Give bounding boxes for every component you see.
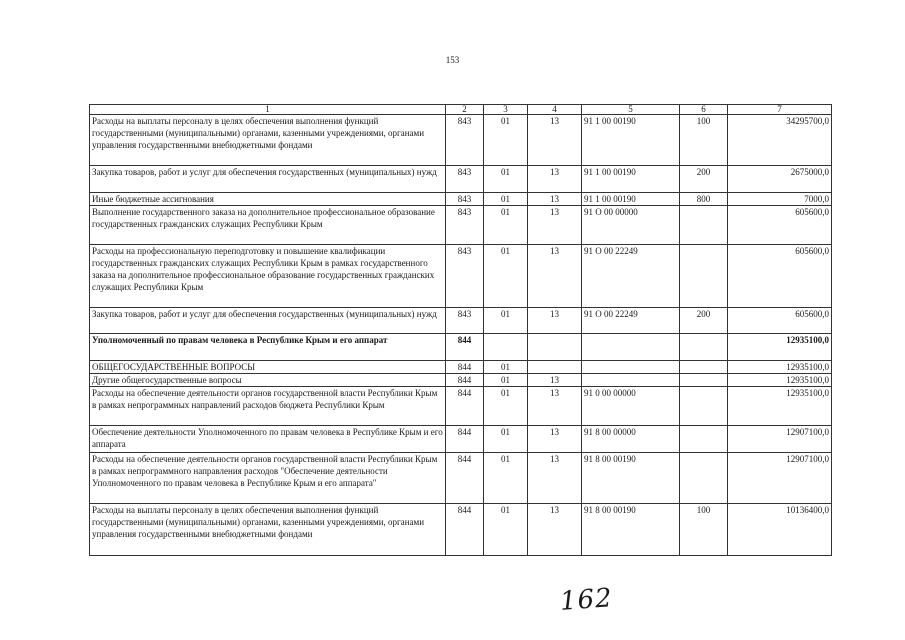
table-row	[90, 453, 832, 504]
row-expense-type-cell: 200	[680, 308, 728, 334]
row-target-article-cell	[582, 361, 680, 374]
row-name-cell: Закупка товаров, работ и услуг для обеспечения государственных (муниципальных) нужд	[90, 308, 446, 334]
row-sum-cell: 605600,0	[728, 308, 832, 334]
row-code-cell: 844	[446, 374, 484, 387]
row-section-cell: 01	[484, 374, 528, 387]
row-name-cell: Выполнение государственного заказа на дополнительное профессиональное образование государственных гражданских служащих Республики Крым	[90, 206, 446, 245]
row-target-article-cell: 91 1 00 00190	[582, 166, 680, 193]
row-code-cell: 844	[446, 426, 484, 453]
row-expense-type-cell	[680, 387, 728, 426]
table-row	[90, 245, 832, 308]
row-section-cell: 01	[484, 308, 528, 334]
row-target-article-cell: 91 1 00 00190	[582, 115, 680, 166]
row-target-article-cell: 91 О 00 00000	[582, 206, 680, 245]
row-code-cell: 843	[446, 308, 484, 334]
row-section-cell: 01	[484, 166, 528, 193]
row-name-cell: Другие общегосударственные вопросы	[90, 374, 446, 387]
row-section-cell: 01	[484, 426, 528, 453]
row-section-cell: 01	[484, 387, 528, 426]
row-expense-type-cell	[680, 361, 728, 374]
row-name-cell: Уполномоченный по правам человека в Республике Крым и его аппарат	[90, 334, 446, 361]
row-target-article-cell: 91 О 00 22249	[582, 245, 680, 308]
row-subsection-cell: 13	[528, 308, 582, 334]
table-row	[90, 115, 832, 166]
row-code-cell: 844	[446, 361, 484, 374]
row-code-cell: 843	[446, 206, 484, 245]
row-target-article-cell: 91 0 00 00000	[582, 387, 680, 426]
column-header: 7	[728, 105, 832, 115]
page-number: 153	[445, 55, 460, 65]
row-section-cell: 01	[484, 361, 528, 374]
row-sum-cell: 12935100,0	[728, 361, 832, 374]
row-target-article-cell	[582, 374, 680, 387]
row-section-cell: 01	[484, 245, 528, 308]
column-header: 4	[528, 105, 582, 115]
row-name-cell: Расходы на выплаты персоналу в целях обеспечения выполнения функций государственными (муниципальными) органами, казенными учреждениями, органами управления государственными внебюджетными фондами	[90, 504, 446, 556]
row-name-cell: Расходы на обеспечение деятельности органов государственной власти Республики Крым в рамках непрограммных направлений расходов бюджета Республики Крым	[90, 387, 446, 426]
row-code-cell: 844	[446, 453, 484, 504]
row-name-cell: Иные бюджетные ассигнования	[90, 193, 446, 206]
row-code-cell: 843	[446, 166, 484, 193]
row-target-article-cell: 91 8 00 00000	[582, 426, 680, 453]
row-sum-cell: 12935100,0	[728, 387, 832, 426]
table-row	[90, 308, 832, 334]
table-row	[90, 334, 832, 361]
budget-table	[89, 104, 832, 556]
row-sum-cell: 12935100,0	[728, 374, 832, 387]
row-expense-type-cell: 100	[680, 504, 728, 556]
handwritten-page-mark: 162	[559, 583, 614, 617]
row-code-cell: 843	[446, 115, 484, 166]
table-header-row	[90, 105, 832, 115]
row-section-cell: 01	[484, 504, 528, 556]
row-section-cell: 01	[484, 453, 528, 504]
table-row	[90, 166, 832, 193]
table-row	[90, 206, 832, 245]
row-code-cell: 843	[446, 245, 484, 308]
row-name-cell: Закупка товаров, работ и услуг для обеспечения государственных (муниципальных) нужд	[90, 166, 446, 193]
row-target-article-cell	[582, 334, 680, 361]
column-header: 2	[446, 105, 484, 115]
row-target-article-cell: 91 8 00 00190	[582, 504, 680, 556]
row-sum-cell: 12907100,0	[728, 426, 832, 453]
row-sum-cell: 10136400,0	[728, 504, 832, 556]
column-header: 5	[582, 105, 680, 115]
row-target-article-cell: 91 О 00 22249	[582, 308, 680, 334]
row-subsection-cell	[528, 334, 582, 361]
row-sum-cell: 605600,0	[728, 245, 832, 308]
row-expense-type-cell	[680, 206, 728, 245]
table-row	[90, 387, 832, 426]
row-sum-cell: 2675000,0	[728, 166, 832, 193]
row-expense-type-cell: 800	[680, 193, 728, 206]
table-row	[90, 426, 832, 453]
row-sum-cell: 12907100,0	[728, 453, 832, 504]
row-code-cell: 844	[446, 334, 484, 361]
row-code-cell: 843	[446, 193, 484, 206]
row-section-cell	[484, 334, 528, 361]
row-code-cell: 844	[446, 504, 484, 556]
row-sum-cell: 605600,0	[728, 206, 832, 245]
table-row	[90, 374, 832, 387]
row-subsection-cell: 13	[528, 504, 582, 556]
table-row	[90, 361, 832, 374]
row-expense-type-cell: 100	[680, 115, 728, 166]
row-expense-type-cell	[680, 453, 728, 504]
row-code-cell: 844	[446, 387, 484, 426]
column-header: 3	[484, 105, 528, 115]
table-row	[90, 504, 832, 556]
row-sum-cell: 7000,0	[728, 193, 832, 206]
column-header: 6	[680, 105, 728, 115]
row-subsection-cell: 13	[528, 426, 582, 453]
row-subsection-cell	[528, 361, 582, 374]
column-header: 1	[90, 105, 446, 115]
row-subsection-cell: 13	[528, 453, 582, 504]
row-expense-type-cell: 200	[680, 166, 728, 193]
row-name-cell: Расходы на обеспечение деятельности органов государственной власти Республики Крым в рамках непрограммного направления расходов "Обеспечение деятельности Уполномоченного по правам человека в Республике Крым и его аппарата"	[90, 453, 446, 504]
row-subsection-cell: 13	[528, 166, 582, 193]
row-name-cell: ОБЩЕГОСУДАРСТВЕННЫЕ ВОПРОСЫ	[90, 361, 446, 374]
table-row	[90, 193, 832, 206]
row-expense-type-cell	[680, 374, 728, 387]
row-expense-type-cell	[680, 334, 728, 361]
row-section-cell: 01	[484, 193, 528, 206]
row-sum-cell: 34295700,0	[728, 115, 832, 166]
row-name-cell: Обеспечение деятельности Уполномоченного по правам человека в Республике Крым и его аппарата	[90, 426, 446, 453]
row-subsection-cell: 13	[528, 387, 582, 426]
row-section-cell: 01	[484, 206, 528, 245]
row-expense-type-cell	[680, 426, 728, 453]
row-name-cell: Расходы на выплаты персоналу в целях обеспечения выполнения функций государственными (муниципальными) органами, казенными учреждениями, органами управления государственными внебюджетными фондами	[90, 115, 446, 166]
row-subsection-cell: 13	[528, 115, 582, 166]
row-target-article-cell: 91 8 00 00190	[582, 453, 680, 504]
row-subsection-cell: 13	[528, 245, 582, 308]
row-expense-type-cell	[680, 245, 728, 308]
row-subsection-cell: 13	[528, 374, 582, 387]
row-subsection-cell: 13	[528, 193, 582, 206]
row-subsection-cell: 13	[528, 206, 582, 245]
row-sum-cell: 12935100,0	[728, 334, 832, 361]
row-name-cell: Расходы на профессиональную переподготовку и повышение квалификации государственных гражданских служащих Республики Крым в рамках государственного заказа на дополнительное профессиональное образование государственных гражданских служащих Республики Крым	[90, 245, 446, 308]
row-section-cell: 01	[484, 115, 528, 166]
row-target-article-cell: 91 1 00 00190	[582, 193, 680, 206]
